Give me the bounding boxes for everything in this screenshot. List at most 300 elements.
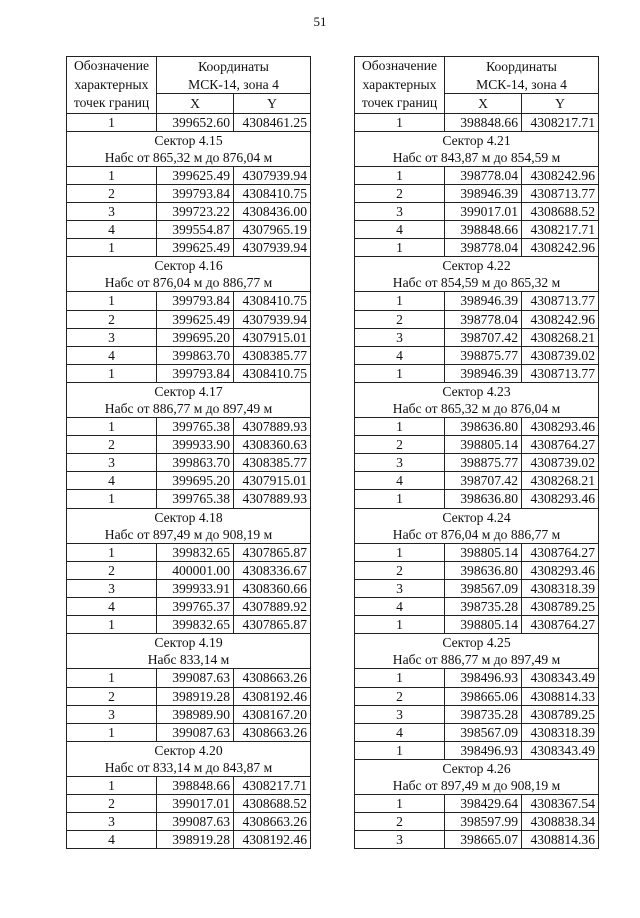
x-coordinate: 399832.65 <box>157 616 234 634</box>
point-number: 1 <box>67 113 157 131</box>
table-row <box>67 598 311 616</box>
sector-height-range: Набс от 854,59 м до 865,32 м <box>355 274 599 292</box>
table-row <box>67 705 311 723</box>
point-number: 1 <box>355 616 445 634</box>
point-number: 1 <box>67 239 157 257</box>
y-coordinate: 4307939.94 <box>234 239 311 257</box>
sector-title-row <box>67 382 311 400</box>
y-coordinate: 4308739.02 <box>522 454 599 472</box>
sector-height-row <box>67 274 311 292</box>
y-coordinate: 4308663.26 <box>234 813 311 831</box>
table-row <box>67 113 311 131</box>
y-coordinate: 4308688.52 <box>522 202 599 220</box>
point-number: 3 <box>67 202 157 220</box>
table-row <box>67 616 311 634</box>
sector-height-row <box>355 651 599 669</box>
table-row <box>355 239 599 257</box>
x-coordinate: 398778.04 <box>445 310 522 328</box>
sector-height-range: Набс от 886,77 м до 897,49 м <box>67 400 311 418</box>
x-coordinate: 398778.04 <box>445 239 522 257</box>
right-table-body <box>355 113 599 849</box>
table-row <box>355 687 599 705</box>
table-row <box>67 436 311 454</box>
y-coordinate: 4307889.93 <box>234 418 311 436</box>
table-row <box>67 579 311 597</box>
y-coordinate: 4308436.00 <box>234 202 311 220</box>
table-row <box>67 795 311 813</box>
point-number: 1 <box>67 616 157 634</box>
point-number: 1 <box>67 776 157 794</box>
x-coordinate: 399087.63 <box>157 723 234 741</box>
table-row <box>355 436 599 454</box>
table-row <box>67 669 311 687</box>
x-coordinate: 399625.49 <box>157 310 234 328</box>
y-coordinate: 4308242.96 <box>522 166 599 184</box>
x-coordinate: 399933.91 <box>157 579 234 597</box>
sector-title: Сектор 4.19 <box>67 634 311 652</box>
y-coordinate: 4308385.77 <box>234 346 311 364</box>
y-coordinate: 4308814.33 <box>522 687 599 705</box>
sector-height-range: Набс от 865,32 м до 876,04 м <box>355 400 599 418</box>
x-coordinate: 398496.93 <box>445 669 522 687</box>
table-row <box>355 418 599 436</box>
sector-title: Сектор 4.20 <box>67 741 311 759</box>
x-coordinate: 399832.65 <box>157 543 234 561</box>
sector-height-row <box>355 274 599 292</box>
point-number: 1 <box>355 418 445 436</box>
point-number: 4 <box>67 598 157 616</box>
x-coordinate: 398496.93 <box>445 741 522 759</box>
sector-title-row <box>355 508 599 526</box>
y-coordinate: 4307865.87 <box>234 543 311 561</box>
y-coordinate: 4307939.94 <box>234 166 311 184</box>
table-row <box>67 561 311 579</box>
y-coordinate: 4308789.25 <box>522 598 599 616</box>
point-number: 2 <box>355 184 445 202</box>
point-number: 2 <box>355 310 445 328</box>
y-coordinate: 4308343.49 <box>522 741 599 759</box>
table-row <box>355 831 599 849</box>
sector-height-range: Набс от 876,04 м до 886,77 м <box>355 526 599 544</box>
x-coordinate: 398946.39 <box>445 364 522 382</box>
x-coordinate: 399087.63 <box>157 813 234 831</box>
point-number: 1 <box>355 543 445 561</box>
x-coordinate: 398597.99 <box>445 813 522 831</box>
x-coordinate: 398805.14 <box>445 436 522 454</box>
table-row <box>67 418 311 436</box>
y-coordinate: 4308713.77 <box>522 292 599 310</box>
point-number: 2 <box>355 561 445 579</box>
x-coordinate: 398989.90 <box>157 705 234 723</box>
y-coordinate: 4308410.75 <box>234 364 311 382</box>
point-number: 4 <box>67 472 157 490</box>
point-number: 3 <box>67 813 157 831</box>
point-number: 1 <box>67 723 157 741</box>
y-coordinate: 4308268.21 <box>522 472 599 490</box>
header-line: характерных <box>74 76 149 92</box>
x-coordinate: 398567.09 <box>445 579 522 597</box>
sector-height-row <box>355 149 599 167</box>
point-number: 4 <box>355 221 445 239</box>
y-coordinate: 4308217.71 <box>522 113 599 131</box>
point-number: 4 <box>355 472 445 490</box>
sector-title-row <box>355 382 599 400</box>
x-coordinate: 398919.28 <box>157 687 234 705</box>
x-coordinate: 399625.49 <box>157 166 234 184</box>
y-coordinate: 4307865.87 <box>234 616 311 634</box>
sector-height-row <box>355 526 599 544</box>
x-coordinate: 398778.04 <box>445 166 522 184</box>
y-coordinate: 4308343.49 <box>522 669 599 687</box>
table-row <box>355 741 599 759</box>
table-row <box>67 364 311 382</box>
point-number: 4 <box>355 346 445 364</box>
table-row <box>355 310 599 328</box>
table-row <box>355 723 599 741</box>
x-coordinate: 399695.20 <box>157 472 234 490</box>
x-coordinate: 398735.28 <box>445 598 522 616</box>
x-column-header: X <box>445 94 522 113</box>
x-coordinate: 399017.01 <box>445 202 522 220</box>
sector-title: Сектор 4.16 <box>67 257 311 275</box>
x-coordinate: 400001.00 <box>157 561 234 579</box>
table-row <box>355 795 599 813</box>
point-number: 1 <box>67 418 157 436</box>
y-coordinate: 4308688.52 <box>234 795 311 813</box>
point-number: 4 <box>67 346 157 364</box>
y-coordinate: 4308217.71 <box>522 221 599 239</box>
table-row <box>355 813 599 831</box>
y-coordinate: 4308318.39 <box>522 723 599 741</box>
y-coordinate: 4308713.77 <box>522 184 599 202</box>
y-coordinate: 4307889.92 <box>234 598 311 616</box>
table-row <box>355 579 599 597</box>
sector-height-range: Набс от 886,77 м до 897,49 м <box>355 651 599 669</box>
x-coordinate: 399863.70 <box>157 346 234 364</box>
y-coordinate: 4308336.67 <box>234 561 311 579</box>
point-number: 3 <box>355 328 445 346</box>
table-row <box>355 328 599 346</box>
x-coordinate: 399765.38 <box>157 418 234 436</box>
sector-height-row <box>67 526 311 544</box>
x-coordinate: 398946.39 <box>445 292 522 310</box>
table-row <box>67 221 311 239</box>
sector-height-row <box>67 400 311 418</box>
point-number: 3 <box>67 705 157 723</box>
x-coordinate: 398946.39 <box>445 184 522 202</box>
sector-title: Сектор 4.22 <box>355 257 599 275</box>
x-coordinate: 398429.64 <box>445 795 522 813</box>
table-row <box>355 472 599 490</box>
table-row <box>67 184 311 202</box>
point-number: 1 <box>355 364 445 382</box>
point-number: 2 <box>67 436 157 454</box>
table-row <box>355 616 599 634</box>
y-coordinate: 4308410.75 <box>234 292 311 310</box>
point-number: 1 <box>355 113 445 131</box>
x-coordinate: 399765.37 <box>157 598 234 616</box>
sector-title: Сектор 4.25 <box>355 634 599 652</box>
point-number: 4 <box>67 831 157 849</box>
point-number: 3 <box>355 705 445 723</box>
sector-title-row <box>67 634 311 652</box>
points-column-header <box>355 57 445 114</box>
y-coordinate: 4308192.46 <box>234 831 311 849</box>
y-coordinate: 4307965.19 <box>234 221 311 239</box>
point-number: 3 <box>67 454 157 472</box>
sector-title-row <box>355 131 599 149</box>
table-row <box>67 490 311 508</box>
sector-height-range: Набс от 876,04 м до 886,77 м <box>67 274 311 292</box>
x-coordinate: 399765.38 <box>157 490 234 508</box>
points-column-header <box>67 57 157 114</box>
table-row <box>355 346 599 364</box>
y-coordinate: 4308217.71 <box>234 776 311 794</box>
y-coordinate: 4308367.54 <box>522 795 599 813</box>
sector-height-row <box>355 400 599 418</box>
table-row <box>67 831 311 849</box>
y-coordinate: 4307915.01 <box>234 328 311 346</box>
x-coordinate: 398707.42 <box>445 472 522 490</box>
y-coordinate: 4308764.27 <box>522 616 599 634</box>
sector-height-row <box>67 759 311 777</box>
x-coordinate: 399793.84 <box>157 184 234 202</box>
table-row <box>355 490 599 508</box>
sector-title: Сектор 4.23 <box>355 382 599 400</box>
table-row <box>67 328 311 346</box>
x-coordinate: 399793.84 <box>157 364 234 382</box>
coordinates-title: Координаты <box>445 57 599 76</box>
table-row <box>355 166 599 184</box>
sector-title: Сектор 4.24 <box>355 508 599 526</box>
table-row <box>355 364 599 382</box>
table-row <box>67 543 311 561</box>
sector-height-range: Набс от 897,49 м до 908,19 м <box>67 526 311 544</box>
table-row <box>67 292 311 310</box>
x-coordinate: 398567.09 <box>445 723 522 741</box>
sector-title: Сектор 4.26 <box>355 759 599 777</box>
y-coordinate: 4308663.26 <box>234 723 311 741</box>
table-row <box>355 543 599 561</box>
x-coordinate: 398875.77 <box>445 454 522 472</box>
y-coordinate: 4308242.96 <box>522 310 599 328</box>
coordinate-system: МСК-14, зона 4 <box>157 75 311 94</box>
point-number: 1 <box>355 292 445 310</box>
x-coordinate: 399863.70 <box>157 454 234 472</box>
y-coordinate: 4308293.46 <box>522 561 599 579</box>
y-coordinate: 4308293.46 <box>522 490 599 508</box>
x-coordinate: 399017.01 <box>157 795 234 813</box>
x-coordinate: 399554.87 <box>157 221 234 239</box>
coordinates-title: Координаты <box>157 57 311 76</box>
sector-title-row <box>355 759 599 777</box>
table-row <box>355 598 599 616</box>
point-number: 3 <box>355 454 445 472</box>
x-coordinate: 399723.22 <box>157 202 234 220</box>
sector-title: Сектор 4.18 <box>67 508 311 526</box>
y-coordinate: 4308293.46 <box>522 418 599 436</box>
table-row <box>355 454 599 472</box>
table-row <box>355 184 599 202</box>
point-number: 1 <box>355 239 445 257</box>
x-coordinate: 398805.14 <box>445 543 522 561</box>
sector-title-row <box>67 257 311 275</box>
table-row <box>67 454 311 472</box>
sector-title: Сектор 4.21 <box>355 131 599 149</box>
sector-title: Сектор 4.17 <box>67 382 311 400</box>
header-line: точек границ <box>361 95 438 110</box>
y-coordinate: 4308318.39 <box>522 579 599 597</box>
y-coordinate: 4308410.75 <box>234 184 311 202</box>
point-number: 1 <box>355 741 445 759</box>
table-row <box>67 687 311 705</box>
point-number: 3 <box>355 579 445 597</box>
point-number: 1 <box>67 669 157 687</box>
x-coordinate: 398919.28 <box>157 831 234 849</box>
x-coordinate: 398665.06 <box>445 687 522 705</box>
table-row <box>67 310 311 328</box>
sector-title-row <box>67 131 311 149</box>
x-coordinate: 398636.80 <box>445 490 522 508</box>
table-row <box>67 239 311 257</box>
page-number: 51 <box>313 14 327 29</box>
y-coordinate: 4308461.25 <box>234 113 311 131</box>
table-row <box>67 346 311 364</box>
coordinates-table-left <box>66 56 311 849</box>
coordinate-system: МСК-14, зона 4 <box>445 75 599 94</box>
x-coordinate: 398636.80 <box>445 418 522 436</box>
point-number: 1 <box>355 490 445 508</box>
sector-height-range: Набс от 833,14 м до 843,87 м <box>67 759 311 777</box>
x-coordinate: 398636.80 <box>445 561 522 579</box>
point-number: 4 <box>355 598 445 616</box>
point-number: 2 <box>355 687 445 705</box>
point-number: 1 <box>67 543 157 561</box>
point-number: 4 <box>67 221 157 239</box>
sector-height-range: Набс 833,14 м <box>67 651 311 669</box>
point-number: 3 <box>67 579 157 597</box>
y-coordinate: 4307915.01 <box>234 472 311 490</box>
point-number: 1 <box>355 166 445 184</box>
table-row <box>67 202 311 220</box>
y-coordinate: 4308385.77 <box>234 454 311 472</box>
y-column-header: Y <box>522 94 599 113</box>
y-coordinate: 4308663.26 <box>234 669 311 687</box>
y-coordinate: 4308192.46 <box>234 687 311 705</box>
header-line: Обозначение <box>361 58 438 73</box>
table-row <box>355 221 599 239</box>
y-coordinate: 4308268.21 <box>522 328 599 346</box>
table-row <box>355 292 599 310</box>
y-column-header: Y <box>234 94 311 113</box>
sector-title-row <box>67 508 311 526</box>
y-coordinate: 4308764.27 <box>522 543 599 561</box>
x-coordinate: 398735.28 <box>445 705 522 723</box>
x-coordinate: 398848.66 <box>157 776 234 794</box>
header-line: Обозначение <box>73 58 150 73</box>
x-coordinate: 398805.14 <box>445 616 522 634</box>
sector-height-row <box>67 651 311 669</box>
sector-title-row <box>67 741 311 759</box>
table-row <box>67 472 311 490</box>
x-coordinate: 398707.42 <box>445 328 522 346</box>
sector-height-range: Набс от 865,32 м до 876,04 м <box>67 149 311 167</box>
point-number: 2 <box>67 687 157 705</box>
y-coordinate: 4308764.27 <box>522 436 599 454</box>
point-number: 2 <box>67 310 157 328</box>
point-number: 1 <box>67 364 157 382</box>
x-coordinate: 398848.66 <box>445 221 522 239</box>
x-coordinate: 399933.90 <box>157 436 234 454</box>
x-coordinate: 399087.63 <box>157 669 234 687</box>
sector-title: Сектор 4.15 <box>67 131 311 149</box>
point-number: 1 <box>355 795 445 813</box>
point-number: 2 <box>67 561 157 579</box>
x-coordinate: 398665.07 <box>445 831 522 849</box>
sector-title-row <box>355 634 599 652</box>
point-number: 3 <box>67 328 157 346</box>
point-number: 2 <box>67 795 157 813</box>
x-coordinate: 399695.20 <box>157 328 234 346</box>
table-row <box>355 113 599 131</box>
table-row <box>67 723 311 741</box>
table-row <box>355 561 599 579</box>
table-row <box>355 669 599 687</box>
x-coordinate: 398848.66 <box>445 113 522 131</box>
sector-height-range: Набс от 897,49 м до 908,19 м <box>355 777 599 795</box>
sector-height-row <box>355 777 599 795</box>
x-column-header: X <box>157 94 234 113</box>
header-line: точек границ <box>73 95 150 110</box>
point-number: 1 <box>67 292 157 310</box>
x-coordinate: 398875.77 <box>445 346 522 364</box>
y-coordinate: 4308789.25 <box>522 705 599 723</box>
point-number: 3 <box>355 202 445 220</box>
y-coordinate: 4308360.66 <box>234 579 311 597</box>
y-coordinate: 4308167.20 <box>234 705 311 723</box>
y-coordinate: 4308713.77 <box>522 364 599 382</box>
y-coordinate: 4307889.93 <box>234 490 311 508</box>
point-number: 2 <box>355 813 445 831</box>
sector-height-row <box>67 149 311 167</box>
point-number: 1 <box>355 669 445 687</box>
table-row <box>355 202 599 220</box>
point-number: 2 <box>67 184 157 202</box>
sector-height-range: Набс от 843,87 м до 854,59 м <box>355 149 599 167</box>
left-table-body <box>67 113 311 849</box>
table-row <box>67 166 311 184</box>
point-number: 1 <box>67 166 157 184</box>
y-coordinate: 4308838.34 <box>522 813 599 831</box>
y-coordinate: 4308360.63 <box>234 436 311 454</box>
y-coordinate: 4308814.36 <box>522 831 599 849</box>
header-line: характерных <box>362 76 437 92</box>
point-number: 3 <box>355 831 445 849</box>
y-coordinate: 4307939.94 <box>234 310 311 328</box>
table-row <box>67 776 311 794</box>
x-coordinate: 399793.84 <box>157 292 234 310</box>
point-number: 4 <box>355 723 445 741</box>
point-number: 2 <box>355 436 445 454</box>
x-coordinate: 399652.60 <box>157 113 234 131</box>
point-number: 1 <box>67 490 157 508</box>
y-coordinate: 4308242.96 <box>522 239 599 257</box>
table-row <box>67 813 311 831</box>
coordinates-table-right <box>354 56 599 849</box>
y-coordinate: 4308739.02 <box>522 346 599 364</box>
sector-title-row <box>355 257 599 275</box>
x-coordinate: 399625.49 <box>157 239 234 257</box>
